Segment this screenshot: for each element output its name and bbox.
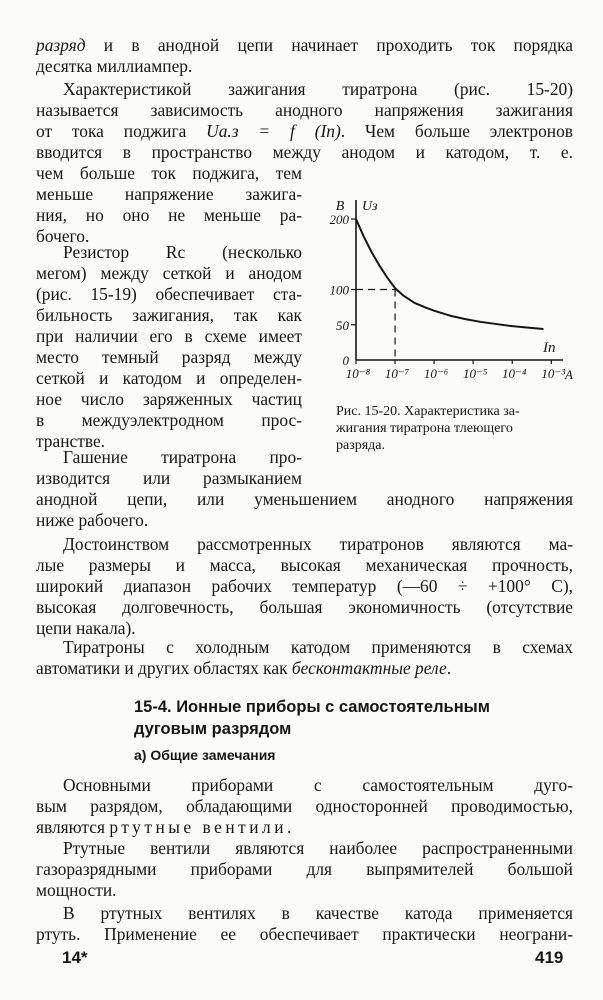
y-tick-label: 50: [336, 317, 349, 333]
chart-labels: [330, 199, 574, 382]
text-line: ное число заряженных частиц: [36, 389, 302, 409]
y-tick-label: 100: [329, 282, 349, 298]
chart-guides: [356, 290, 395, 360]
page-number: 419: [535, 948, 564, 967]
text-line: В ртутных вентилях в качестве катода применяется: [63, 903, 573, 923]
text-line: при наличии его в схеме имеет: [36, 326, 302, 346]
text-line: ниже рабочего.: [36, 510, 149, 530]
x-tick-label: 10⁻⁶: [423, 366, 449, 381]
text-line: являются ртутные вентили.: [36, 817, 292, 837]
x-tick-label: 10⁻⁵: [462, 366, 488, 381]
figure-caption: разряда.: [336, 438, 386, 453]
text-line: Резистор Rс (несколько: [63, 242, 302, 262]
spaced-term: ртутные вентили: [109, 817, 288, 837]
x-tick-label: 10⁻³: [541, 366, 566, 381]
formula: Uа.з = f (Iп): [206, 121, 341, 141]
text-line: (рис. 15-19) обеспечивает ста-: [36, 284, 302, 304]
text-line: изводится или размыканием: [36, 468, 302, 488]
text-line: чем больше ток поджига, тем: [36, 163, 302, 183]
text-line: транстве.: [36, 431, 106, 451]
text-line: широкий диапазон рабочих температур (—60 ÷ +100° С),: [36, 576, 573, 596]
text-line: лые размеры и масса, высокая механическая прочность,: [36, 555, 573, 575]
chart-series: [356, 219, 543, 329]
text-line: меньше напряжение зажига-: [36, 184, 302, 204]
ignition-characteristic-chart: [318, 182, 583, 412]
text-line: мощности.: [36, 880, 117, 900]
figure-caption: Рис. 15-20. Характеристика за-: [336, 404, 520, 419]
text-line: разряд и в анодной цепи начинает проходить ток порядка: [36, 35, 573, 55]
text-line: Гашение тиратрона про-: [63, 447, 302, 467]
text-line: от тока поджига Uа.з = f (Iп). Чем больше электронов: [36, 121, 573, 141]
text-line: сеткой и катодом и определен-: [36, 368, 302, 388]
y-unit-label: В: [335, 199, 345, 214]
x-tick-label: 10⁻⁸: [345, 366, 371, 381]
text-line: десятка миллиампер.: [36, 56, 193, 76]
text-line: Ртутные вентили являются наиболее распространенными: [63, 838, 573, 858]
text-line: называется зависимость анодного напряжения зажигания: [36, 100, 573, 120]
x-tick-label: 10⁻⁴: [502, 366, 527, 381]
x-axis-title: Iп: [543, 340, 556, 356]
text-line: Достоинством рассмотренных тиратронов являются ма-: [63, 534, 573, 554]
text-line: газоразрядными приборами для выпрямителей большой: [36, 859, 573, 879]
text-line: бочего.: [36, 226, 90, 246]
y-axis-title: Uз: [362, 199, 378, 214]
section-title: 15-4. Ионные приборы с самостоятельным: [134, 698, 490, 716]
text-line: мегом) между сеткой и анодом: [36, 263, 302, 283]
text-line: в междуэлектродном прос-: [36, 410, 302, 430]
text-line: Характеристикой зажигания тиратрона (рис. 15-20): [63, 79, 573, 99]
text-line: цепи накала).: [36, 618, 136, 638]
figure-caption: жигания тиратрона тлеющего: [336, 421, 513, 436]
text-line: место темный разряд между: [36, 347, 302, 367]
x-tick-label: 10⁻⁷: [384, 366, 410, 381]
text-line: Основными приборами с самостоятельным дуго-: [63, 775, 573, 795]
italic-term: бесконтактные реле: [291, 658, 447, 678]
x-unit-label: A: [565, 367, 573, 382]
text-line: ртуть. Применение ее обеспечивает практически неограни-: [36, 924, 573, 944]
printer-signature: 14*: [62, 948, 88, 967]
text-line: Тиратроны с холодным катодом применяются в схемах: [63, 637, 573, 657]
y-tick-label: 200: [329, 212, 349, 228]
subsection-title: а) Общие замечания: [134, 747, 276, 763]
chart-axes: [351, 200, 563, 364]
text-line: бильность зажигания, так как: [36, 305, 302, 325]
text-line: ния, но оно не меньше ра-: [36, 205, 302, 225]
text-line: вым разрядом, обладающими односторонней проводимостью,: [36, 796, 573, 816]
text-line: вводится в пространство между анодом и катодом, т. е.: [36, 142, 573, 162]
y-tick-label: 0: [342, 353, 349, 368]
text-line: анодной цепи, или уменьшением анодного напряжения: [36, 489, 573, 509]
italic-term: разряд: [36, 35, 86, 55]
text-line: высокая долговечность, большая экономичность (отсутствие: [36, 597, 573, 617]
text-line: автоматики и других областях как бесконтактные реле.: [36, 658, 452, 678]
section-title-cont: дуговым разрядом: [134, 720, 292, 738]
series-line: [356, 219, 543, 329]
